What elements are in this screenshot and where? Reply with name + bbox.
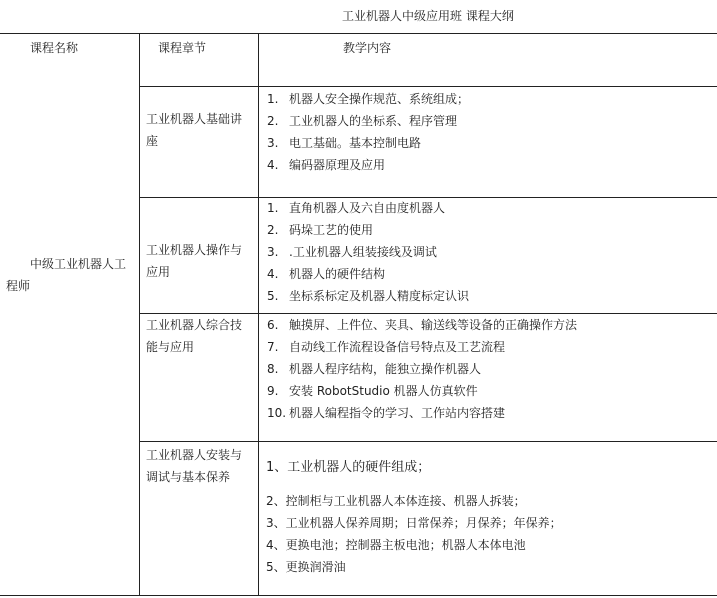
- chapter-3-line2: 能与应用: [146, 340, 195, 354]
- header-course-name: 课程名称: [30, 41, 79, 55]
- header-chapter: 课程章节: [158, 41, 207, 55]
- table-bottom-border: [0, 595, 717, 596]
- header-content: 教学内容: [343, 41, 392, 55]
- chapter-2-line1: 工业机器人操作与: [146, 243, 243, 257]
- course-name-line1: 中级工业机器人工: [30, 257, 127, 271]
- table-top-border: [0, 33, 717, 34]
- course-name-line2: 程师: [6, 279, 31, 293]
- chapter-4-cell: [146, 444, 242, 488]
- chapter-4-line2: 调试与基本保养: [146, 470, 231, 484]
- document-title: 工业机器人中级应用班 课程大纲: [342, 9, 514, 23]
- chapter-2-line2: 应用: [146, 265, 171, 279]
- chapter-3-line1: 工业机器人综合技: [146, 318, 243, 332]
- row3-bottom-border: [139, 441, 717, 442]
- chapter-2-cell: [146, 239, 242, 283]
- course-name-cell: [6, 253, 134, 297]
- chapter-3-cell: [146, 314, 242, 358]
- chapter-1-line2: 座: [146, 134, 159, 148]
- col1-divider: [139, 33, 140, 596]
- col2-divider: [258, 33, 259, 596]
- chapter-4-line1: 工业机器人安装与: [146, 448, 243, 462]
- chapter-1-cell: [146, 108, 242, 152]
- chapter-1-line1: 工业机器人基础讲: [146, 112, 243, 126]
- header-bottom-border: [139, 86, 717, 87]
